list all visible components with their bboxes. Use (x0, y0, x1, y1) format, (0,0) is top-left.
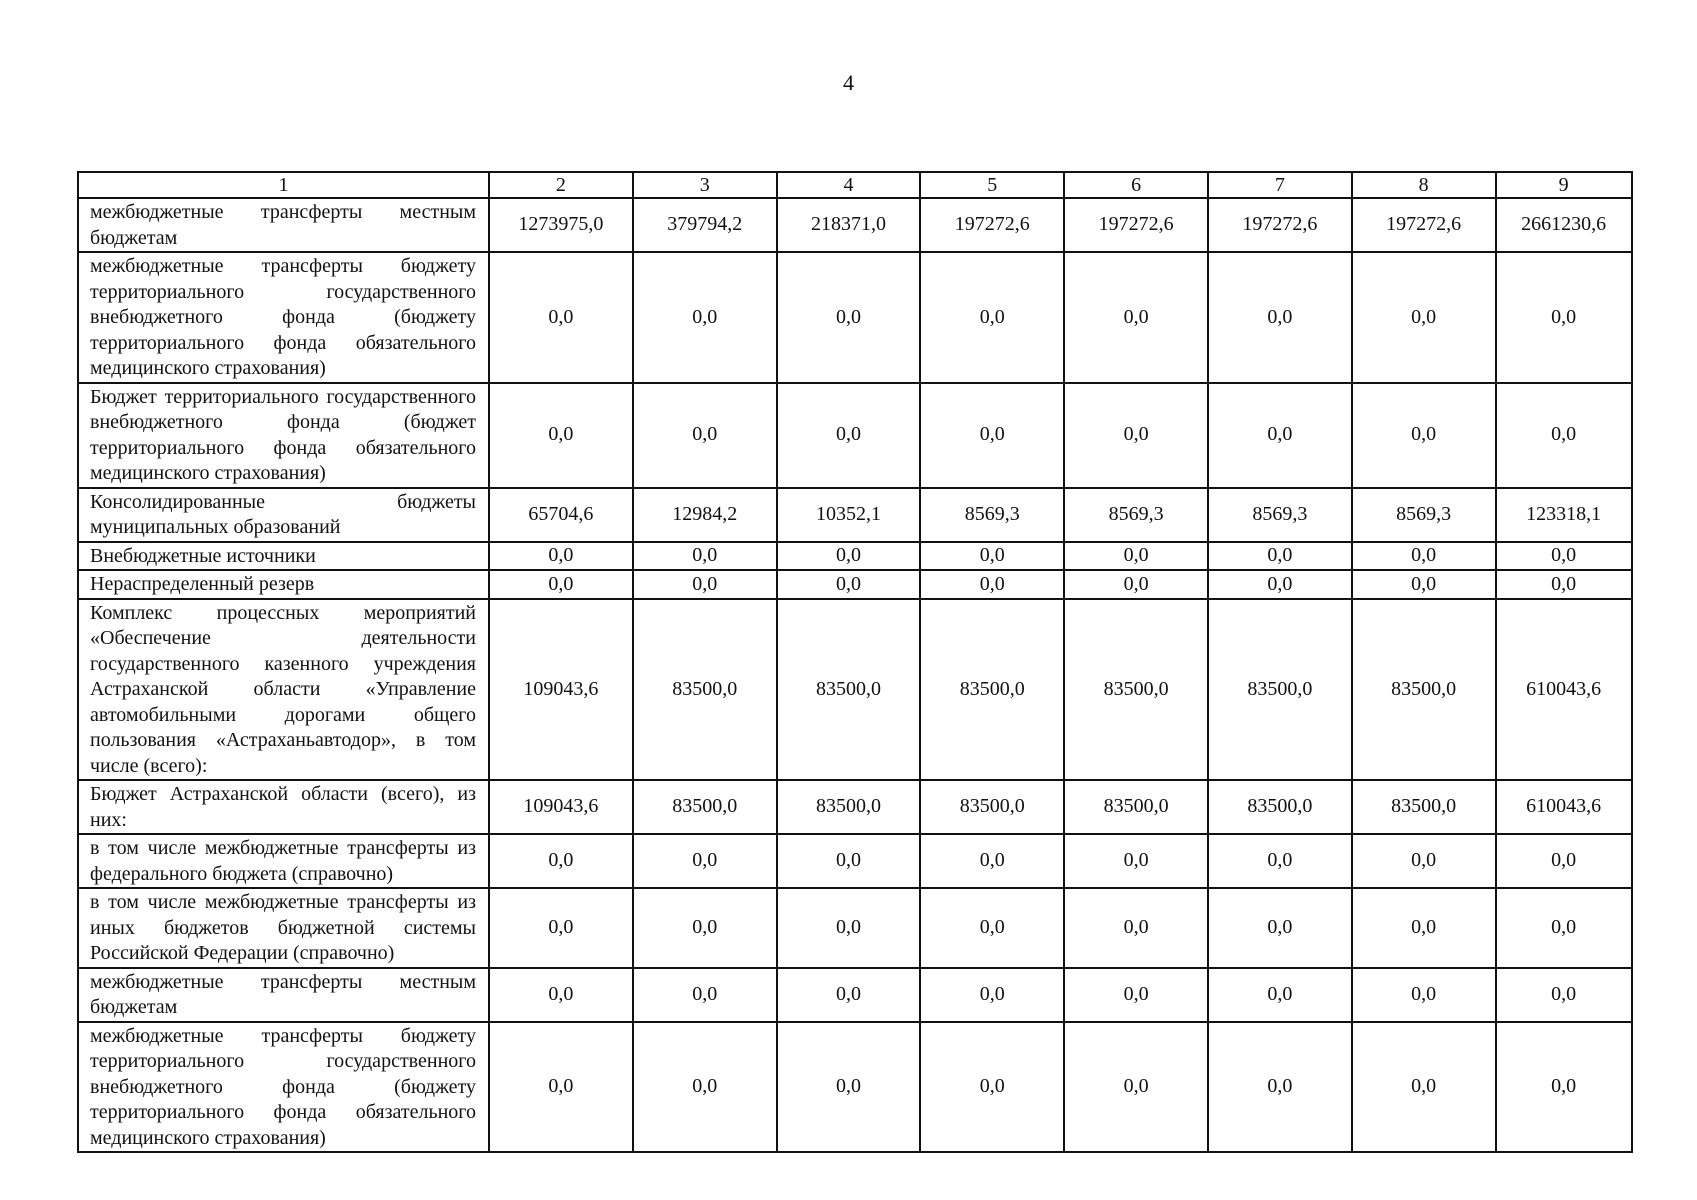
table-row (78, 599, 1632, 781)
table-cell: 0,0 (1208, 888, 1352, 968)
table-cell: 0,0 (920, 1022, 1064, 1153)
table-cell: 0,0 (1064, 888, 1208, 968)
table-cell: 0,0 (777, 888, 921, 968)
table-cell: 0,0 (633, 834, 777, 888)
table-row (78, 570, 1632, 599)
row-label: Бюджет Астраханской области (всего), из них: (78, 780, 489, 834)
table-cell: 83500,0 (633, 599, 777, 781)
table-row (78, 780, 1632, 834)
table-cell: 83500,0 (1064, 780, 1208, 834)
table-cell: 0,0 (1064, 968, 1208, 1022)
row-label: межбюджетные трансферты местным бюджетам (78, 198, 489, 252)
table-cell: 0,0 (1064, 1022, 1208, 1153)
table-cell: 83500,0 (920, 599, 1064, 781)
table-cell: 0,0 (1208, 570, 1352, 599)
table-row (78, 383, 1632, 488)
table-cell: 0,0 (489, 968, 633, 1022)
column-header: 4 (777, 172, 921, 198)
table-cell: 0,0 (1208, 834, 1352, 888)
table-cell: 0,0 (777, 252, 921, 383)
table-cell: 83500,0 (920, 780, 1064, 834)
table-cell: 8569,3 (1352, 488, 1496, 542)
table-cell: 610043,6 (1496, 599, 1632, 781)
table-cell: 0,0 (1352, 968, 1496, 1022)
table-cell: 0,0 (777, 570, 921, 599)
table-cell: 197272,6 (1064, 198, 1208, 252)
table-row (78, 888, 1632, 968)
table-cell: 0,0 (1496, 383, 1632, 488)
table-cell: 0,0 (777, 542, 921, 571)
row-label: Комплекс процессных мероприятий «Обеспечение деятельности государственного казенного учреждения Астраханской области «Управление автомобильными дорогами общего пользования «Астраханьавтодор», в том числе (всего): (78, 599, 489, 781)
table-cell: 0,0 (489, 1022, 633, 1153)
table-cell: 0,0 (1064, 383, 1208, 488)
table-cell: 83500,0 (1208, 780, 1352, 834)
table-cell: 83500,0 (1208, 599, 1352, 781)
table-cell: 8569,3 (920, 488, 1064, 542)
table-cell: 0,0 (1352, 834, 1496, 888)
table-cell: 0,0 (1208, 542, 1352, 571)
table-cell: 0,0 (633, 888, 777, 968)
table-cell: 0,0 (633, 570, 777, 599)
row-label: Бюджет территориального государственного внебюджетного фонда (бюджет территориального фонда обязательного медицинского страхования) (78, 383, 489, 488)
table-cell: 10352,1 (777, 488, 921, 542)
column-header: 5 (920, 172, 1064, 198)
table-cell: 0,0 (633, 1022, 777, 1153)
table-cell: 0,0 (1496, 252, 1632, 383)
table-cell: 0,0 (920, 252, 1064, 383)
table-cell: 0,0 (777, 834, 921, 888)
budget-table (77, 171, 1633, 1153)
table-row (78, 834, 1632, 888)
table-cell: 218371,0 (777, 198, 921, 252)
table-cell: 0,0 (1208, 383, 1352, 488)
table-cell: 83500,0 (633, 780, 777, 834)
row-label: межбюджетные трансферты бюджету территориального государственного внебюджетного фонда (бюджету территориального фонда обязательного медицинского страхования) (78, 252, 489, 383)
row-label: межбюджетные трансферты местным бюджетам (78, 968, 489, 1022)
table-cell: 2661230,6 (1496, 198, 1632, 252)
table-cell: 0,0 (489, 888, 633, 968)
table-cell: 0,0 (777, 968, 921, 1022)
table-cell: 0,0 (1208, 968, 1352, 1022)
table-cell: 0,0 (1352, 888, 1496, 968)
row-label: Консолидированные бюджеты муниципальных образований (78, 488, 489, 542)
table-row (78, 968, 1632, 1022)
table-cell: 83500,0 (777, 780, 921, 834)
table-cell: 0,0 (633, 542, 777, 571)
table-cell: 0,0 (1208, 1022, 1352, 1153)
table-cell: 0,0 (1064, 834, 1208, 888)
table-cell: 109043,6 (489, 599, 633, 781)
table-cell: 0,0 (1352, 383, 1496, 488)
table-row (78, 1022, 1632, 1153)
table-cell: 0,0 (1352, 542, 1496, 571)
table-cell: 83500,0 (1352, 780, 1496, 834)
table-cell: 0,0 (1208, 252, 1352, 383)
table-cell: 0,0 (1064, 570, 1208, 599)
row-label: межбюджетные трансферты бюджету территориального государственного внебюджетного фонда (бюджету территориального фонда обязательного медицинского страхования) (78, 1022, 489, 1153)
table-row (78, 542, 1632, 571)
table-cell: 610043,6 (1496, 780, 1632, 834)
table-cell: 0,0 (1352, 570, 1496, 599)
table-cell: 0,0 (633, 383, 777, 488)
table-cell: 0,0 (1352, 252, 1496, 383)
table-row (78, 252, 1632, 383)
table-cell: 0,0 (777, 383, 921, 488)
row-label: в том числе межбюджетные трансферты из иных бюджетов бюджетной системы Российской Федерации (справочно) (78, 888, 489, 968)
table-cell: 83500,0 (1064, 599, 1208, 781)
table-cell: 0,0 (489, 542, 633, 571)
table-cell: 0,0 (1064, 252, 1208, 383)
table-cell: 0,0 (920, 968, 1064, 1022)
page-number: 4 (843, 70, 854, 95)
table-row (78, 198, 1632, 252)
table-cell: 379794,2 (633, 198, 777, 252)
table-row (78, 488, 1632, 542)
table-cell: 0,0 (633, 968, 777, 1022)
table-cell: 0,0 (1496, 968, 1632, 1022)
column-header: 3 (633, 172, 777, 198)
table-cell: 109043,6 (489, 780, 633, 834)
table-cell: 0,0 (1352, 1022, 1496, 1153)
table-cell: 197272,6 (920, 198, 1064, 252)
table-cell: 65704,6 (489, 488, 633, 542)
table-cell: 0,0 (777, 1022, 921, 1153)
table-cell: 83500,0 (1352, 599, 1496, 781)
table-cell: 8569,3 (1064, 488, 1208, 542)
table-cell: 0,0 (1496, 834, 1632, 888)
table-cell: 197272,6 (1352, 198, 1496, 252)
table-cell: 0,0 (489, 383, 633, 488)
row-label: Нераспределенный резерв (78, 570, 489, 599)
table-cell: 0,0 (489, 252, 633, 383)
table-cell: 123318,1 (1496, 488, 1632, 542)
column-header: 7 (1208, 172, 1352, 198)
table-cell: 12984,2 (633, 488, 777, 542)
column-header: 6 (1064, 172, 1208, 198)
table-cell: 0,0 (920, 383, 1064, 488)
table-cell: 0,0 (1496, 570, 1632, 599)
table-cell: 0,0 (920, 888, 1064, 968)
table-cell: 0,0 (1496, 542, 1632, 571)
table-header-row (78, 172, 1632, 198)
column-header: 2 (489, 172, 633, 198)
table-cell: 0,0 (489, 570, 633, 599)
table-cell: 0,0 (1064, 542, 1208, 571)
table-cell: 0,0 (920, 834, 1064, 888)
table-cell: 197272,6 (1208, 198, 1352, 252)
column-header: 9 (1496, 172, 1632, 198)
column-header: 8 (1352, 172, 1496, 198)
table-cell: 0,0 (920, 570, 1064, 599)
row-label: Внебюджетные источники (78, 542, 489, 571)
table-cell: 0,0 (489, 834, 633, 888)
table-cell: 1273975,0 (489, 198, 633, 252)
table-cell: 0,0 (1496, 1022, 1632, 1153)
column-header: 1 (78, 172, 489, 198)
table-cell: 8569,3 (1208, 488, 1352, 542)
table-cell: 0,0 (1496, 888, 1632, 968)
row-label: в том числе межбюджетные трансферты из федерального бюджета (справочно) (78, 834, 489, 888)
table-cell: 0,0 (633, 252, 777, 383)
table-cell: 0,0 (920, 542, 1064, 571)
table-cell: 83500,0 (777, 599, 921, 781)
